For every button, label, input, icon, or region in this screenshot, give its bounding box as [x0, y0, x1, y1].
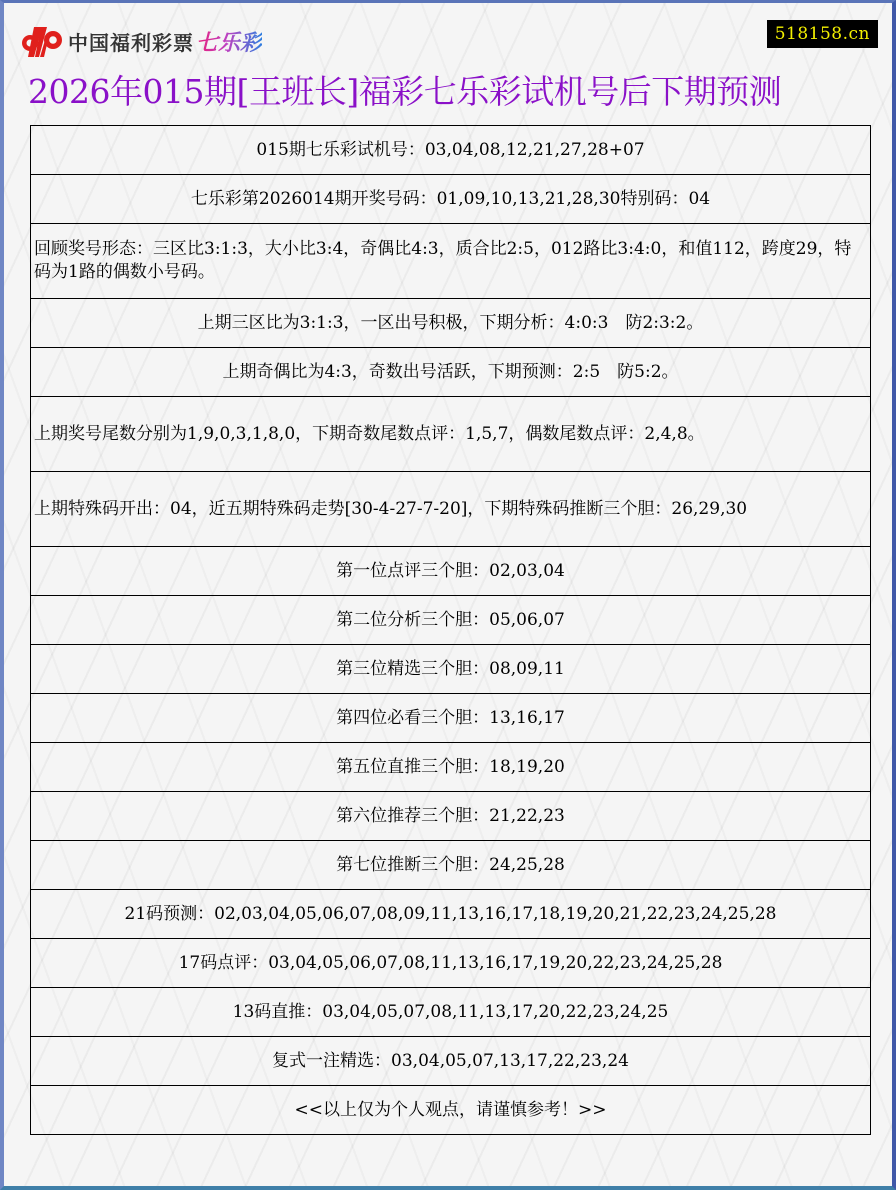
site-badge[interactable]: 518158.cn	[767, 20, 878, 48]
table-row	[31, 348, 871, 397]
table-row	[31, 988, 871, 1037]
table-row	[31, 472, 871, 547]
table-row	[31, 175, 871, 224]
table-row	[31, 397, 871, 472]
row-position-5: 第五位直推三个胆：18,19,20	[31, 743, 871, 792]
row-zone-ratio: 上期三区比为3:1:3，一区出号积极，下期分析：4:0:3 防2:3:2。	[31, 299, 871, 348]
page-title: 2026年015期[王班长]福彩七乐彩试机号后下期预测	[28, 72, 782, 111]
row-review-pattern: 回顾奖号形态：三区比3:1:3，大小比3:4，奇偶比4:3，质合比2:5，012路比3:4:0，和值112，跨度29，特码为1路的偶数小号码。	[31, 224, 871, 299]
row-21-code: 21码预测：02,03,04,05,06,07,08,09,11,13,16,17,18,19,20,21,22,23,24,25,28	[31, 890, 871, 939]
table-row	[31, 743, 871, 792]
cwl-logo-icon	[20, 23, 64, 59]
row-position-4: 第四位必看三个胆：13,16,17	[31, 694, 871, 743]
table-row	[31, 1037, 871, 1086]
table-row	[31, 939, 871, 988]
row-position-1: 第一位点评三个胆：02,03,04	[31, 547, 871, 596]
table-row	[31, 890, 871, 939]
row-trial-numbers: 015期七乐彩试机号：03,04,08,12,21,27,28+07	[31, 126, 871, 175]
table-row	[31, 126, 871, 175]
row-position-7: 第七位推断三个胆：24,25,28	[31, 841, 871, 890]
table-row	[31, 694, 871, 743]
row-13-code: 13码直推：03,04,05,07,08,11,13,17,20,22,23,24,25	[31, 988, 871, 1037]
table-row	[31, 224, 871, 299]
logo-game-name: 七乐彩	[196, 26, 262, 57]
table-row	[31, 299, 871, 348]
prediction-table	[30, 125, 871, 1135]
table-row	[31, 792, 871, 841]
row-position-6: 第六位推荐三个胆：21,22,23	[31, 792, 871, 841]
table-row	[31, 1086, 871, 1135]
row-disclaimer: <<以上仅为个人观点，请谨慎参考！>>	[31, 1086, 871, 1135]
row-position-3: 第三位精选三个胆：08,09,11	[31, 645, 871, 694]
welfare-lottery-logo	[20, 24, 262, 58]
table-row	[31, 841, 871, 890]
row-last-draw: 七乐彩第2026014期开奖号码：01,09,10,13,21,28,30特别码：04	[31, 175, 871, 224]
row-special-code: 上期特殊码开出：04，近五期特殊码走势[30-4-27-7-20]，下期特殊码推断三个胆：26,29,30	[31, 472, 871, 547]
table-row	[31, 596, 871, 645]
row-tail-digits: 上期奖号尾数分别为1,9,0,3,1,8,0，下期奇数尾数点评：1,5,7，偶数尾数点评：2,4,8。	[31, 397, 871, 472]
logo-text: 中国福利彩票	[68, 30, 194, 55]
row-17-code: 17码点评：03,04,05,06,07,08,11,13,16,17,19,20,22,23,24,25,28	[31, 939, 871, 988]
table-row	[31, 547, 871, 596]
row-odd-even: 上期奇偶比为4:3，奇数出号活跃，下期预测：2:5 防5:2。	[31, 348, 871, 397]
row-position-2: 第二位分析三个胆：05,06,07	[31, 596, 871, 645]
table-row	[31, 645, 871, 694]
row-compound-pick: 复式一注精选：03,04,05,07,13,17,22,23,24	[31, 1037, 871, 1086]
